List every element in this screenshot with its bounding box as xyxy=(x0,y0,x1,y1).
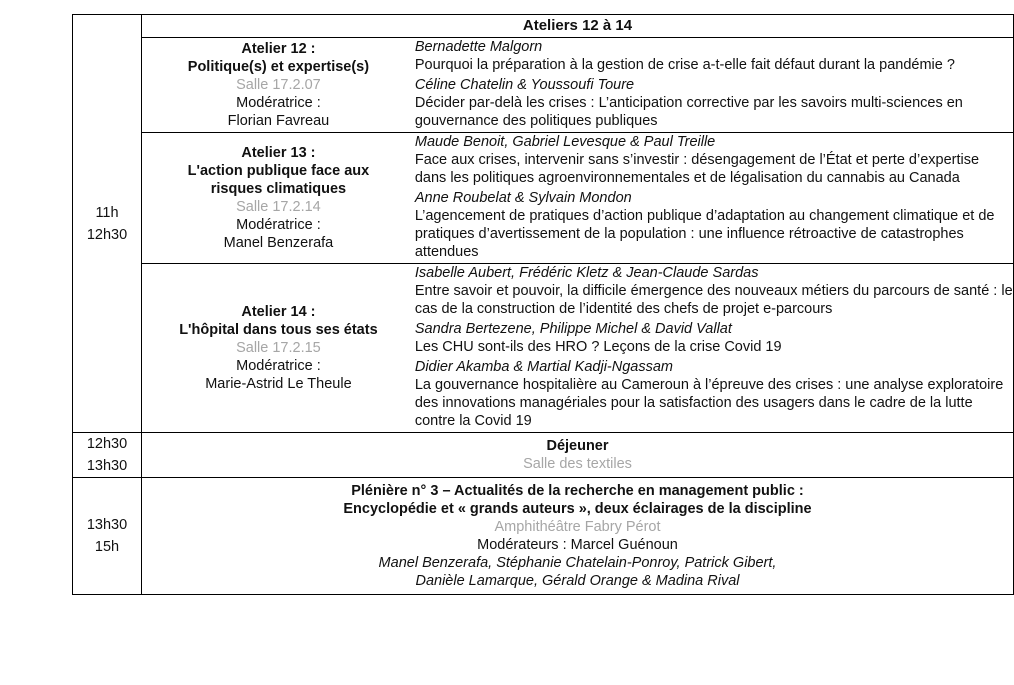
moderator-label: Modératrice : xyxy=(236,358,321,374)
workshop-talks xyxy=(415,38,1013,133)
workshop-number: Atelier 12 : xyxy=(241,41,316,57)
workshop-row xyxy=(142,133,1013,264)
workshop-title: risques climatiques xyxy=(210,181,347,197)
lunch-time-cell xyxy=(73,433,142,478)
talk-title: La gouvernance hospitalière au Cameroun à l’épreuve des crises : une analyse exploratoire des innovations managériales pour la satisfaction des usagers dans le cadre de la lutte contre la Covid 19 xyxy=(414,377,1004,429)
workshop-row xyxy=(142,38,1013,133)
morning-time-cell xyxy=(73,15,142,433)
workshop-number: Atelier 13 : xyxy=(241,145,316,161)
talk-item xyxy=(415,189,1013,261)
talk-authors: Maude Benoit, Gabriel Levesque & Paul Treille xyxy=(414,134,716,150)
talk-item xyxy=(415,133,1013,187)
workshop-number: Atelier 14 : xyxy=(241,304,316,320)
lunch-room: Salle des textiles xyxy=(523,456,632,472)
talk-title: Entre savoir et pouvoir, la difficile émergence des nouveaux métiers du parcours de santé : le cas de la construction de l’identité des chefs de projet e-parcours xyxy=(414,283,1013,317)
talk-title: Décider par-delà les crises : L’anticipation corrective par les savoirs multi-sciences en gouvernance des politiques publiques xyxy=(414,95,963,129)
talk-authors: Bernadette Malgorn xyxy=(414,39,543,55)
talk-item xyxy=(415,358,1013,430)
workshop-title: L'hôpital dans tous ses états xyxy=(179,322,378,338)
workshop-title: L'action publique face aux xyxy=(187,163,370,179)
time-start: 11h xyxy=(95,204,119,221)
talk-item xyxy=(415,320,1013,356)
plenary-cell xyxy=(142,478,1014,595)
workshop-talks xyxy=(415,264,1013,433)
talk-item xyxy=(415,76,1013,130)
talk-title: Face aux crises, intervenir sans s’investir : désengagement de l’État et perte d’expertise dans les politiques agroenvironnementales et de légalisation du cannabis au Canada xyxy=(414,152,980,186)
moderator-name: Marie-Astrid Le Theule xyxy=(205,376,352,392)
talk-title: Pourquoi la préparation à la gestion de crise a-t-elle fait défaut durant la pandémie ? xyxy=(414,57,955,73)
plenary-speakers-line2: Danièle Lamarque, Gérald Orange & Madina Rival xyxy=(415,573,740,589)
plenary-time-start: 13h30 xyxy=(86,517,128,533)
plenary-moderators: Modérateurs : Marcel Guénoun xyxy=(477,537,678,553)
lunch-time-end: 13h30 xyxy=(86,458,128,474)
talk-title: L’agencement de pratiques d’action publique d’adaptation au changement climatique et de pratiques d’avertissement de la population : une influence rétroactive de catastrophes attendues xyxy=(414,208,995,260)
plenary-speakers-line1: Manel Benzerafa, Stéphanie Chatelain-Ponroy, Patrick Gibert, xyxy=(378,555,777,571)
time-end: 12h30 xyxy=(86,226,128,243)
talk-authors: Céline Chatelin & Youssoufi Toure xyxy=(414,77,635,93)
moderator-label: Modératrice : xyxy=(236,95,321,111)
talk-item xyxy=(415,38,1013,74)
workshop-info xyxy=(142,133,415,264)
workshop-room: Salle 17.2.14 xyxy=(236,199,321,215)
talk-authors: Anne Roubelat & Sylvain Mondon xyxy=(414,190,632,206)
workshop-talks xyxy=(415,133,1013,264)
plenary-time-cell xyxy=(73,478,142,595)
schedule-table xyxy=(72,14,1014,595)
lunch-time-start: 12h30 xyxy=(86,436,128,452)
talk-authors: Isabelle Aubert, Frédéric Kletz & Jean-Claude Sardas xyxy=(414,265,759,281)
workshops-table xyxy=(142,38,1013,432)
plenary-time-end: 15h xyxy=(94,539,120,555)
moderator-label: Modératrice : xyxy=(236,217,321,233)
talk-authors: Didier Akamba & Martial Kadji-Ngassam xyxy=(414,359,673,375)
workshops-header: Ateliers 12 à 14 xyxy=(142,15,1014,38)
workshops-block xyxy=(142,38,1014,433)
moderator-name: Manel Benzerafa xyxy=(223,235,334,251)
plenary-room: Amphithéâtre Fabry Pérot xyxy=(494,519,661,535)
workshop-info xyxy=(142,38,415,133)
lunch-cell xyxy=(142,433,1014,478)
workshop-room: Salle 17.2.07 xyxy=(236,77,321,93)
workshop-row xyxy=(142,264,1013,433)
talk-title: Les CHU sont-ils des HRO ? Leçons de la crise Covid 19 xyxy=(414,339,782,355)
lunch-title: Déjeuner xyxy=(546,438,609,454)
workshop-title: Politique(s) et expertise(s) xyxy=(187,59,370,75)
workshop-room: Salle 17.2.15 xyxy=(236,340,321,356)
talk-item xyxy=(415,264,1013,318)
plenary-title-line2: Encyclopédie et « grands auteurs », deux éclairages de la discipline xyxy=(343,501,812,517)
workshop-info xyxy=(142,264,415,433)
moderator-name: Florian Favreau xyxy=(227,113,330,129)
plenary-title-line1: Plénière n° 3 – Actualités de la recherche en management public : xyxy=(351,483,804,499)
talk-authors: Sandra Bertezene, Philippe Michel & David Vallat xyxy=(414,321,732,337)
